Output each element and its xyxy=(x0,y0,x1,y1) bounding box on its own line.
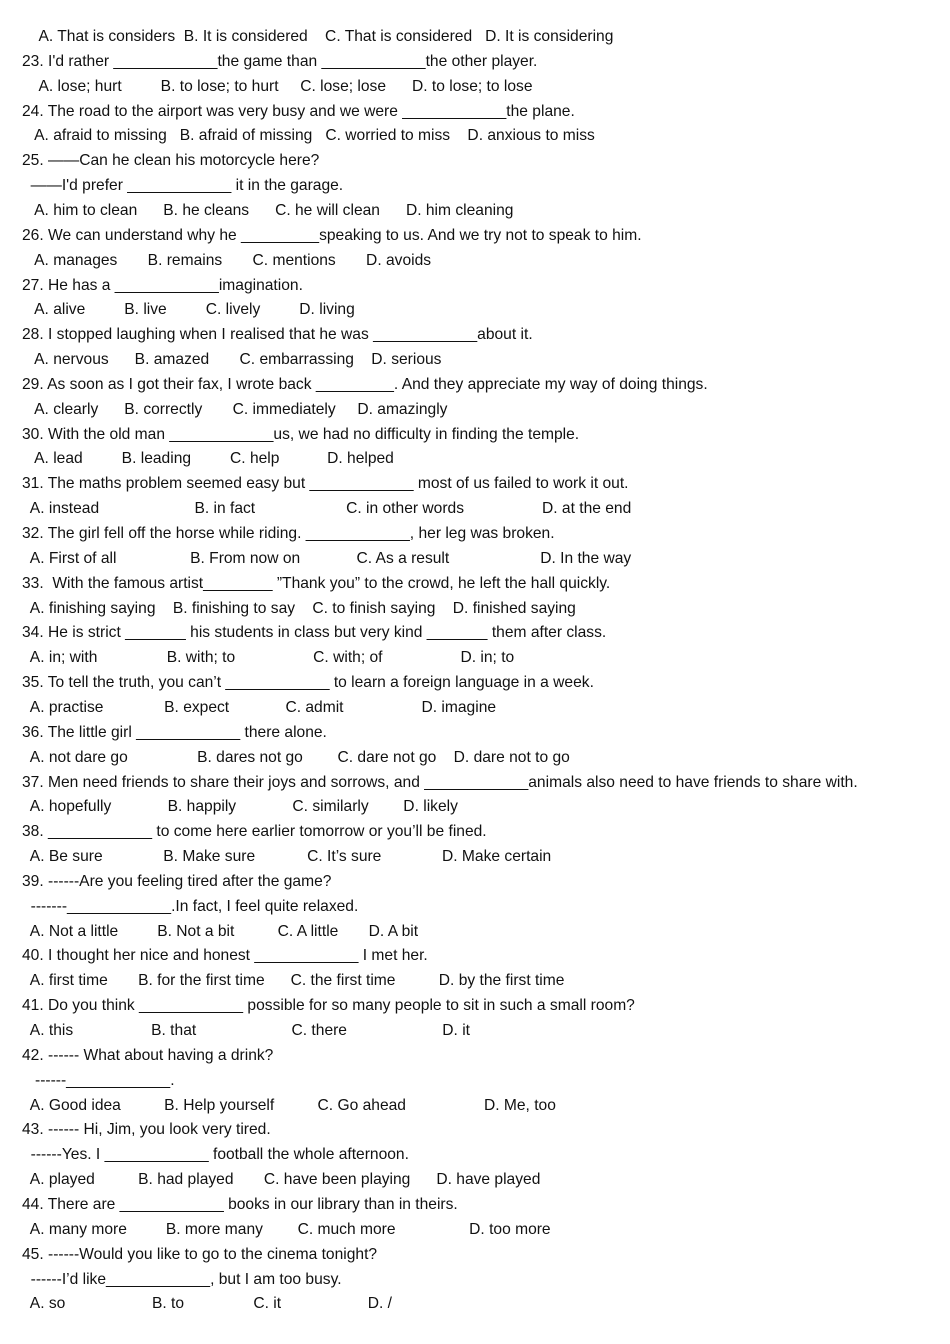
text-line: A. First of all B. From now on C. As a result D. In the way xyxy=(22,549,632,567)
text-line: 34. He is strict _______ his students in class but very kind _______ them after class. xyxy=(22,624,607,642)
text-line: A. afraid to missing B. afraid of missing C. worried to miss D. anxious to miss xyxy=(22,127,595,145)
text-line: 30. With the old man ____________us, we had no difficulty in finding the temple. xyxy=(22,425,580,443)
text-line: 35. To tell the truth, you can’t ____________ to learn a foreign language in a week. xyxy=(22,674,594,692)
text-line: -------____________.In fact, I feel quite relaxed. xyxy=(22,897,359,915)
text-line: A. hopefully B. happily C. similarly D. likely xyxy=(22,798,458,816)
text-line: 37. Men need friends to share their joys and sorrows, and ____________animals also need to have friends to share with. xyxy=(22,773,858,791)
text-line: 43. ------ Hi, Jim, you look very tired. xyxy=(22,1121,271,1139)
text-line: A. nervous B. amazed C. embarrassing D. serious xyxy=(22,351,442,369)
text-line: 25. ——Can he clean his motorcycle here? xyxy=(22,152,320,170)
text-line: 38. ____________ to come here earlier tomorrow or you’ll be fined. xyxy=(22,823,487,841)
text-line: 28. I stopped laughing when I realised that he was ____________about it. xyxy=(22,326,533,344)
text-line: A. so B. to C. it D. / xyxy=(22,1295,393,1313)
text-line: 23. I'd rather ____________the game than ____________the other player. xyxy=(22,52,538,70)
text-line: 39. ------Are you feeling tired after the game? xyxy=(22,872,332,890)
text-line: A. clearly B. correctly C. immediately D. amazingly xyxy=(22,400,448,418)
text-line: A. this B. that C. there D. it xyxy=(22,1022,471,1039)
text-line: ------I’d like____________, but I am too busy. xyxy=(22,1270,342,1288)
text-line: A. Not a little B. Not a bit C. A little D. A bit xyxy=(22,922,419,940)
text-line: 24. The road to the airport was very busy and we were ____________the plane. xyxy=(22,102,575,120)
text-line: A. practise B. expect C. admit D. imagine xyxy=(22,698,497,716)
text-line: 27. He has a ____________imagination. xyxy=(22,276,303,294)
text-line: A. finishing saying B. finishing to say C. to finish saying D. finished saying xyxy=(22,599,576,617)
text-line: A. not dare go B. dares not go C. dare not go D. dare not to go xyxy=(22,748,570,766)
text-line: A. played B. had played C. have been playing D. have played xyxy=(22,1171,541,1189)
text-line: 42. ------ What about having a drink? xyxy=(22,1046,274,1064)
text-line: 44. There are ____________ books in our library than in theirs. xyxy=(22,1195,458,1213)
text-line: A. instead B. in fact C. in other words D. at the end xyxy=(22,500,632,518)
text-line: ------Yes. I ____________ football the whole afternoon. xyxy=(22,1146,409,1164)
text-line: A. lose; hurt B. to lose; to hurt C. lose; lose D. to lose; to lose xyxy=(22,77,533,95)
text-line: A. lead B. leading C. help D. helped xyxy=(22,450,394,468)
text-line: 32. The girl fell off the horse while riding. ____________, her leg was broken. xyxy=(22,525,555,542)
text-line: 33. With the famous artist________ ”Thank you” to the crowd, he left the hall quickly. xyxy=(22,574,611,592)
text-line: 41. Do you think ____________ possible for so many people to sit in such a small room? xyxy=(22,997,635,1015)
text-line: A. Good idea B. Help yourself C. Go ahead D. Me, too xyxy=(22,1096,556,1114)
text-line: ——I'd prefer ____________ it in the garage. xyxy=(22,177,344,195)
text-line: A. him to clean B. he cleans C. he will clean D. him cleaning xyxy=(22,201,514,219)
text-line: 40. I thought her nice and honest ____________ I met her. xyxy=(22,947,428,965)
text-line: 36. The little girl ____________ there alone. xyxy=(22,723,327,741)
text-line: A. manages B. remains C. mentions D. avoids xyxy=(22,251,432,269)
text-line: A. first time B. for the first time C. the first time D. by the first time xyxy=(22,972,565,990)
text-line: 26. We can understand why he _________speaking to us. And we try not to speak to him. xyxy=(22,226,642,244)
text-line: 29. As soon as I got their fax, I wrote back _________. And they appreciate my way of doing things. xyxy=(22,375,708,393)
text-line: A. Be sure B. Make sure C. It’s sure D. Make certain xyxy=(22,848,552,866)
text-line: ------____________. xyxy=(22,1071,175,1089)
text-line: A. That is considers B. It is considered C. That is considered D. It is considering xyxy=(22,28,614,45)
text-line: A. many more B. more many C. much more D. too more xyxy=(22,1220,551,1238)
text-line: A. alive B. live C. lively D. living xyxy=(22,301,355,319)
text-line: 45. ------Would you like to go to the cinema tonight? xyxy=(22,1245,378,1263)
text-line: A. in; with B. with; to C. with; of D. in; to xyxy=(22,649,515,667)
text-line: 31. The maths problem seemed easy but ____________ most of us failed to work it out. xyxy=(22,475,629,493)
